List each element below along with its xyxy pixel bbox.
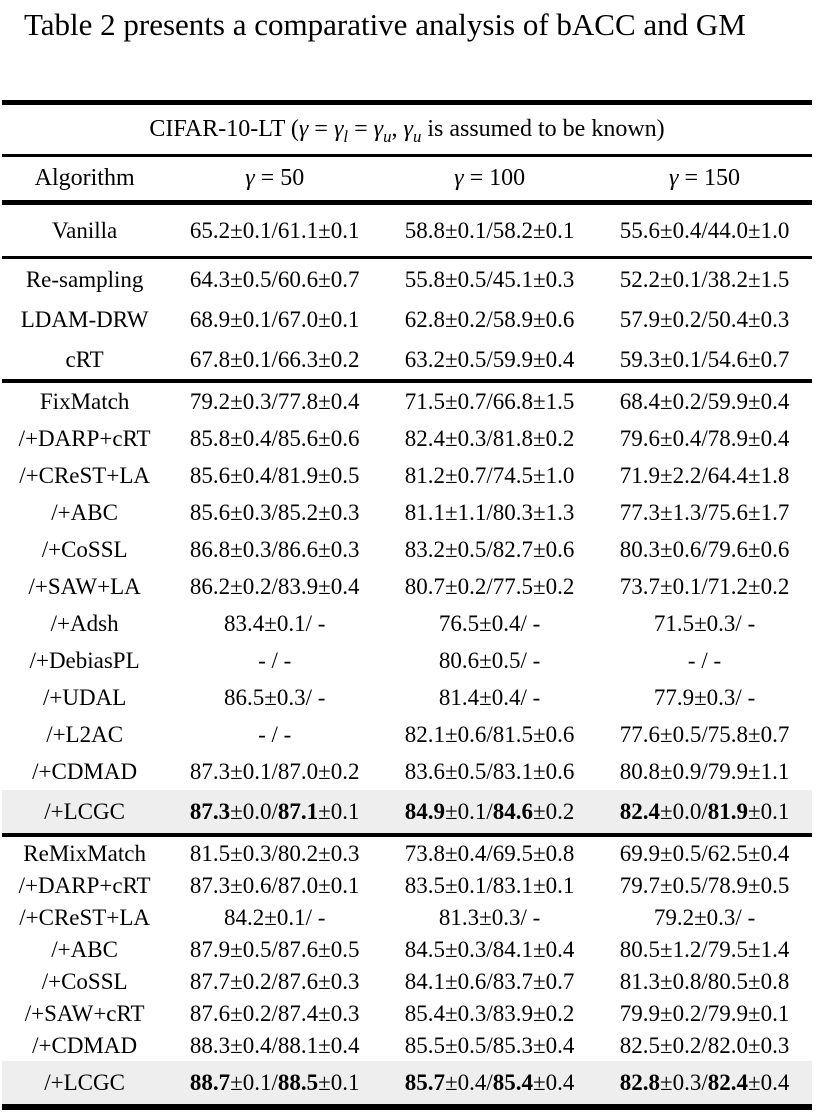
text-segment: ±0.1/ — [445, 799, 493, 824]
result-cell: 85.5±0.5/85.3±0.4 — [404, 1032, 575, 1058]
algorithm-name: /+CReST+LA — [19, 463, 150, 488]
result-cell: 81.1±1.1/80.3±1.3 — [404, 500, 575, 525]
table-head — [2, 103, 812, 203]
math-symbol: u — [383, 126, 392, 146]
math-symbol: l — [343, 126, 349, 146]
result-cell: 85.8±0.4/85.6±0.6 — [189, 426, 360, 451]
algorithm-name: /+CDMAD — [32, 759, 138, 784]
result-cell: 87.3±0.6/87.0±0.1 — [189, 872, 360, 898]
table-row — [2, 716, 812, 753]
result-cell: 73.7±0.1/71.2±0.2 — [619, 574, 790, 599]
result-cell: 84.2±0.1/ - — [223, 904, 326, 930]
result-cell — [382, 790, 597, 835]
result-cell: 85.6±0.3/85.2±0.3 — [189, 500, 360, 525]
result-cell: 81.5±0.3/80.2±0.3 — [189, 840, 360, 866]
table-subtitle-row — [2, 103, 812, 156]
result-cell — [167, 790, 382, 835]
result-cell: - / - — [258, 722, 292, 747]
table-section-0 — [2, 203, 812, 258]
math-symbol: γ — [298, 116, 309, 142]
result-cell: 87.6±0.2/87.4±0.3 — [189, 1000, 360, 1026]
table-row — [2, 381, 812, 420]
text-segment: ±0.4/ — [445, 1070, 493, 1095]
text-segment: ±0.0/ — [230, 799, 278, 824]
table-row — [2, 203, 812, 258]
column-header-gamma-50 — [167, 156, 382, 203]
column-header-algorithm: Algorithm — [2, 156, 167, 203]
result-cell: 85.6±0.4/81.9±0.5 — [189, 463, 360, 488]
math-symbol: γ — [669, 165, 679, 191]
result-cell: 71.5±0.3/ - — [653, 611, 756, 636]
algorithm-name: cRT — [65, 346, 104, 372]
result-cell: 77.3±1.3/75.6±1.7 — [619, 500, 790, 525]
text-segment: ±0.1 — [318, 799, 360, 824]
result-cell: 68.9±0.1/67.0±0.1 — [189, 306, 360, 332]
result-cell: 85.4±0.3/83.9±0.2 — [404, 1000, 575, 1026]
table-section-2 — [2, 381, 812, 835]
text-segment: 82.4 — [707, 1070, 748, 1095]
table-row — [2, 933, 812, 965]
algorithm-name: /+CReST+LA — [19, 904, 150, 930]
text-segment: 84.9 — [404, 799, 446, 824]
algorithm-name: Vanilla — [52, 218, 118, 243]
text-segment: is assumed to be known) — [421, 116, 665, 142]
result-cell: 64.3±0.5/60.6±0.7 — [189, 266, 360, 292]
algorithm-name: /+L2AC — [46, 722, 124, 747]
table-subtitle — [2, 103, 812, 156]
column-header-gamma-100 — [382, 156, 597, 203]
table-row — [2, 605, 812, 642]
text-segment: 81.9 — [707, 799, 748, 824]
table-row — [2, 835, 812, 869]
result-cell: 80.3±0.6/79.6±0.6 — [619, 537, 790, 562]
result-cell: 63.2±0.5/59.9±0.4 — [404, 346, 575, 372]
result-cell: 80.5±1.2/79.5±1.4 — [619, 936, 790, 962]
result-cell: 71.9±2.2/64.4±1.8 — [619, 463, 790, 488]
text-segment: = — [348, 116, 374, 142]
text-segment: = — [308, 116, 334, 142]
algorithm-name: /+DARP+cRT — [18, 872, 151, 898]
text-segment: = 50 — [254, 165, 305, 191]
result-cell: 73.8±0.4/69.5±0.8 — [404, 840, 575, 866]
text-segment: 88.5 — [277, 1070, 319, 1095]
text-segment: = 100 — [463, 165, 526, 191]
result-cell: 80.7±0.2/77.5±0.2 — [404, 574, 575, 599]
table-row — [2, 679, 812, 716]
text-segment: ±0.4 — [533, 1070, 575, 1095]
result-cell: 79.2±0.3/77.8±0.4 — [189, 389, 360, 414]
algorithm-name: /+CoSSL — [41, 968, 128, 994]
math-symbol: γ — [454, 165, 464, 191]
algorithm-name: /+UDAL — [43, 685, 127, 710]
algorithm-name: /+DebiasPL — [29, 648, 140, 673]
result-cell: 84.1±0.6/83.7±0.7 — [404, 968, 575, 994]
result-cell: 77.9±0.3/ - — [653, 685, 756, 710]
result-cell: 83.2±0.5/82.7±0.6 — [404, 537, 575, 562]
result-cell: 52.2±0.1/38.2±1.5 — [619, 266, 790, 292]
algorithm-name: /+LCGC — [44, 1070, 125, 1095]
table-row — [2, 258, 812, 300]
result-cell: 58.8±0.1/58.2±0.1 — [404, 218, 575, 243]
table-row — [2, 1029, 812, 1061]
result-cell: 69.9±0.5/62.5±0.4 — [619, 840, 790, 866]
algorithm-name: /+ABC — [51, 936, 118, 962]
table-row — [2, 420, 812, 457]
result-cell: 82.4±0.3/81.8±0.2 — [404, 426, 575, 451]
result-cell: 87.3±0.1/87.0±0.2 — [189, 759, 360, 784]
result-cell: 68.4±0.2/59.9±0.4 — [619, 389, 790, 414]
text-segment: ±0.3/ — [659, 1070, 708, 1095]
text-segment: 84.6 — [492, 799, 534, 824]
result-cell: 79.2±0.3/ - — [653, 904, 756, 930]
result-cell — [167, 1061, 382, 1107]
result-cell: 57.9±0.2/50.4±0.3 — [619, 306, 790, 332]
result-cell: 81.3±0.3/ - — [438, 904, 541, 930]
result-cell: 65.2±0.1/61.1±0.1 — [189, 218, 360, 243]
algorithm-name: /+Adsh — [50, 611, 119, 636]
result-cell: 55.8±0.5/45.1±0.3 — [404, 266, 575, 292]
math-symbol: γ — [333, 116, 344, 142]
text-segment: 85.4 — [492, 1070, 534, 1095]
algorithm-name: LDAM-DRW — [20, 306, 149, 332]
table-header-row — [2, 156, 812, 203]
table-row — [2, 642, 812, 679]
table-row — [2, 901, 812, 933]
algorithm-name: ReMixMatch — [23, 840, 146, 866]
result-cell — [382, 1061, 597, 1107]
math-symbol: γ — [373, 116, 384, 142]
text-segment: ±0.1 — [318, 1070, 360, 1095]
table-row — [2, 790, 812, 835]
algorithm-name: /+DARP+cRT — [18, 426, 151, 451]
text-segment: CIFAR-10-LT ( — [149, 116, 299, 142]
result-cell: 81.3±0.8/80.5±0.8 — [619, 968, 790, 994]
result-cell: 67.8±0.1/66.3±0.2 — [189, 346, 360, 372]
algorithm-name: /+ABC — [51, 500, 118, 525]
result-cell: 82.5±0.2/82.0±0.3 — [619, 1032, 790, 1058]
result-cell: 86.5±0.3/ - — [223, 685, 326, 710]
column-header-gamma-150 — [597, 156, 812, 203]
table-row — [2, 568, 812, 605]
result-cell — [597, 1061, 812, 1107]
caption-text: Table 2 presents a comparative analysis of bACC and GM — [24, 7, 746, 42]
algorithm-name: /+SAW+LA — [28, 574, 141, 599]
text-segment: ±0.1 — [747, 799, 790, 824]
result-cell: 77.6±0.5/75.8±0.7 — [619, 722, 790, 747]
result-cell: 79.9±0.2/79.9±0.1 — [619, 1000, 790, 1026]
text-segment: 87.3 — [189, 799, 231, 824]
text-segment: 82.8 — [619, 1070, 660, 1095]
result-cell: 83.4±0.1/ - — [223, 611, 326, 636]
text-segment: ±0.2 — [533, 799, 575, 824]
table-section-1 — [2, 258, 812, 382]
result-cell: - / - — [258, 648, 292, 673]
result-cell: - / - — [687, 648, 722, 673]
math-symbol: γ — [245, 165, 255, 191]
result-cell: 79.7±0.5/78.9±0.5 — [619, 872, 790, 898]
result-cell: 59.3±0.1/54.6±0.7 — [619, 346, 790, 372]
result-cell — [597, 790, 812, 835]
table-row — [2, 965, 812, 997]
result-cell: 81.2±0.7/74.5±1.0 — [404, 463, 575, 488]
result-cell: 84.5±0.3/84.1±0.4 — [404, 936, 575, 962]
text-segment: , — [391, 116, 404, 142]
table-row — [2, 531, 812, 568]
text-segment: ±0.0/ — [659, 799, 708, 824]
result-cell: 86.8±0.3/86.6±0.3 — [189, 537, 360, 562]
result-cell: 55.6±0.4/44.0±1.0 — [619, 218, 790, 243]
table-row — [2, 997, 812, 1029]
result-cell: 62.8±0.2/58.9±0.6 — [404, 306, 575, 332]
result-cell: 83.6±0.5/83.1±0.6 — [404, 759, 575, 784]
algorithm-name: /+CDMAD — [32, 1032, 138, 1058]
results-table — [2, 100, 812, 1110]
algorithm-name: /+LCGC — [44, 799, 125, 824]
text-segment: ±0.1/ — [230, 1070, 278, 1095]
table-row — [2, 1061, 812, 1107]
result-cell: 80.8±0.9/79.9±1.1 — [619, 759, 790, 784]
table-section-3 — [2, 835, 812, 1107]
result-cell: 81.4±0.4/ - — [438, 685, 541, 710]
text-segment: 88.7 — [189, 1070, 231, 1095]
result-cell: 79.6±0.4/78.9±0.4 — [619, 426, 790, 451]
table-row — [2, 299, 812, 339]
text-segment: ±0.4 — [747, 1070, 790, 1095]
algorithm-name: Re-sampling — [25, 266, 144, 292]
algorithm-name: /+CoSSL — [41, 537, 128, 562]
table-row — [2, 753, 812, 790]
table-row — [2, 339, 812, 381]
table-row — [2, 457, 812, 494]
text-segment: = 150 — [678, 165, 741, 191]
result-cell: 87.9±0.5/87.6±0.5 — [189, 936, 360, 962]
math-symbol: γ — [403, 116, 413, 142]
result-cell: 82.1±0.6/81.5±0.6 — [404, 722, 575, 747]
table-row — [2, 869, 812, 901]
text-segment: 85.7 — [404, 1070, 446, 1095]
math-symbol: u — [412, 126, 422, 146]
algorithm-name: /+SAW+cRT — [24, 1000, 145, 1026]
text-segment: 82.4 — [619, 799, 660, 824]
result-cell: 86.2±0.2/83.9±0.4 — [189, 574, 360, 599]
result-cell: 76.5±0.4/ - — [438, 611, 541, 636]
algorithm-name: FixMatch — [39, 389, 130, 414]
table-row — [2, 494, 812, 531]
result-cell: 87.7±0.2/87.6±0.3 — [189, 968, 360, 994]
result-cell: 83.5±0.1/83.1±0.1 — [404, 872, 575, 898]
result-cell: 80.6±0.5/ - — [438, 648, 541, 673]
result-cell: 88.3±0.4/88.1±0.4 — [189, 1032, 360, 1058]
result-cell: 71.5±0.7/66.8±1.5 — [404, 389, 575, 414]
text-segment: 87.1 — [277, 799, 319, 824]
